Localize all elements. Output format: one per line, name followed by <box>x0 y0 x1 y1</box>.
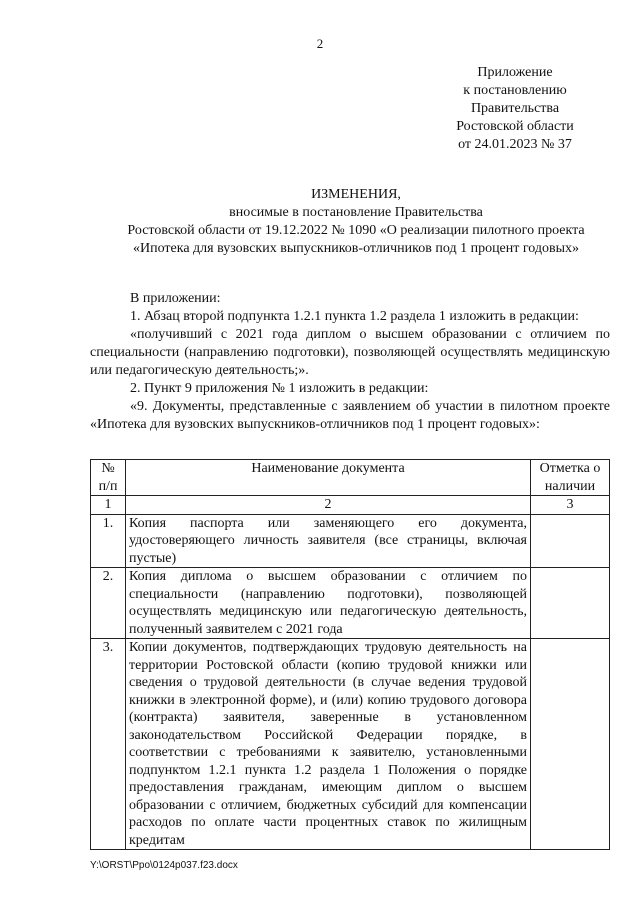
title-heading: ИЗМЕНЕНИЯ, <box>311 187 401 202</box>
table-header-row <box>91 460 610 496</box>
paragraph: «получивший с 2021 года диплом о высшем образовании с отличием по специальности (направлению подготовки), позволяющей осуществлять медицинскую или педагогическую деятельность;». <box>90 327 610 378</box>
documents-table <box>90 459 610 850</box>
column-number: 1 <box>91 496 126 515</box>
page-number: 2 <box>316 36 324 51</box>
table-row <box>91 639 610 850</box>
column-number: 2 <box>126 496 531 515</box>
row-mark <box>531 514 610 568</box>
header-name: Наименование документа <box>126 460 531 496</box>
body-text <box>90 290 610 434</box>
row-number: 1. <box>91 514 126 568</box>
appendix-line: Правительства <box>470 101 560 116</box>
paragraph: 1. Абзац второй подпункта 1.2.1 пункта 1.2 раздела 1 изложить в редакции: <box>130 309 579 324</box>
document-title <box>96 186 616 258</box>
row-document-name: Копии документов, подтверждающих трудовую деятельность на территории Ростовской области (копию трудовой книжки или сведения о трудовой деятельности (в случае ведения трудовой книжки в электронной форме), и (или) копию трудового договора (контракта) заявителя, заверенные в установленном законодательством Российской Федерации порядке, в соответствии с требованиями к заявителю, установленными подпунктом 1.2.1 пункта 1.2 раздела 1 Положения о порядке предоставления гражданам, имеющим диплом о высшем образовании с отличием, бюджетных субсидий для компенсации расходов по оплате части процентных ставок по жилищным кредитам <box>126 639 531 850</box>
row-number: 2. <box>91 568 126 639</box>
paragraph: 2. Пункт 9 приложения № 1 изложить в редакции: <box>130 381 429 396</box>
header-num: № п/п <box>91 460 126 496</box>
file-path-footer: Y:\ORST\Ppo\0124p037.f23.docx <box>90 860 238 871</box>
paragraph: «9. Документы, представленные с заявлением об участии в пилотном проекте «Ипотека для вузовских выпускников-отличников под 1 процент годовых»: <box>90 399 610 432</box>
table-row <box>91 514 610 568</box>
row-mark <box>531 639 610 850</box>
row-document-name: Копия диплома о высшем образовании с отличием по специальности (направлению подготовки), позволяющей осуществлять медицинскую или педагогическую деятельность, полученный заявителем с 2021 года <box>126 568 531 639</box>
header-mark: Отметка о наличии <box>531 460 610 496</box>
title-line: «Ипотека для вузовских выпускников-отличников под 1 процент годовых» <box>132 241 580 256</box>
table-numbering-row <box>91 496 610 515</box>
appendix-line: Ростовской области <box>456 119 574 134</box>
appendix-line: к постановлению <box>463 83 567 98</box>
row-mark <box>531 568 610 639</box>
row-document-name: Копия паспорта или заменяющего его документа, удостоверяющего личность заявителя (все страницы, включая пустые) <box>126 514 531 568</box>
appendix-line: от 24.01.2023 № 37 <box>458 137 572 152</box>
column-number: 3 <box>531 496 610 515</box>
title-line: вносимые в постановление Правительства <box>229 205 483 220</box>
title-line: Ростовской области от 19.12.2022 № 1090 «О реализации пилотного проекта <box>127 223 585 238</box>
row-number: 3. <box>91 639 126 850</box>
table-row <box>91 568 610 639</box>
appendix-block <box>430 64 600 154</box>
appendix-line: Приложение <box>477 65 553 80</box>
paragraph: В приложении: <box>130 291 221 306</box>
